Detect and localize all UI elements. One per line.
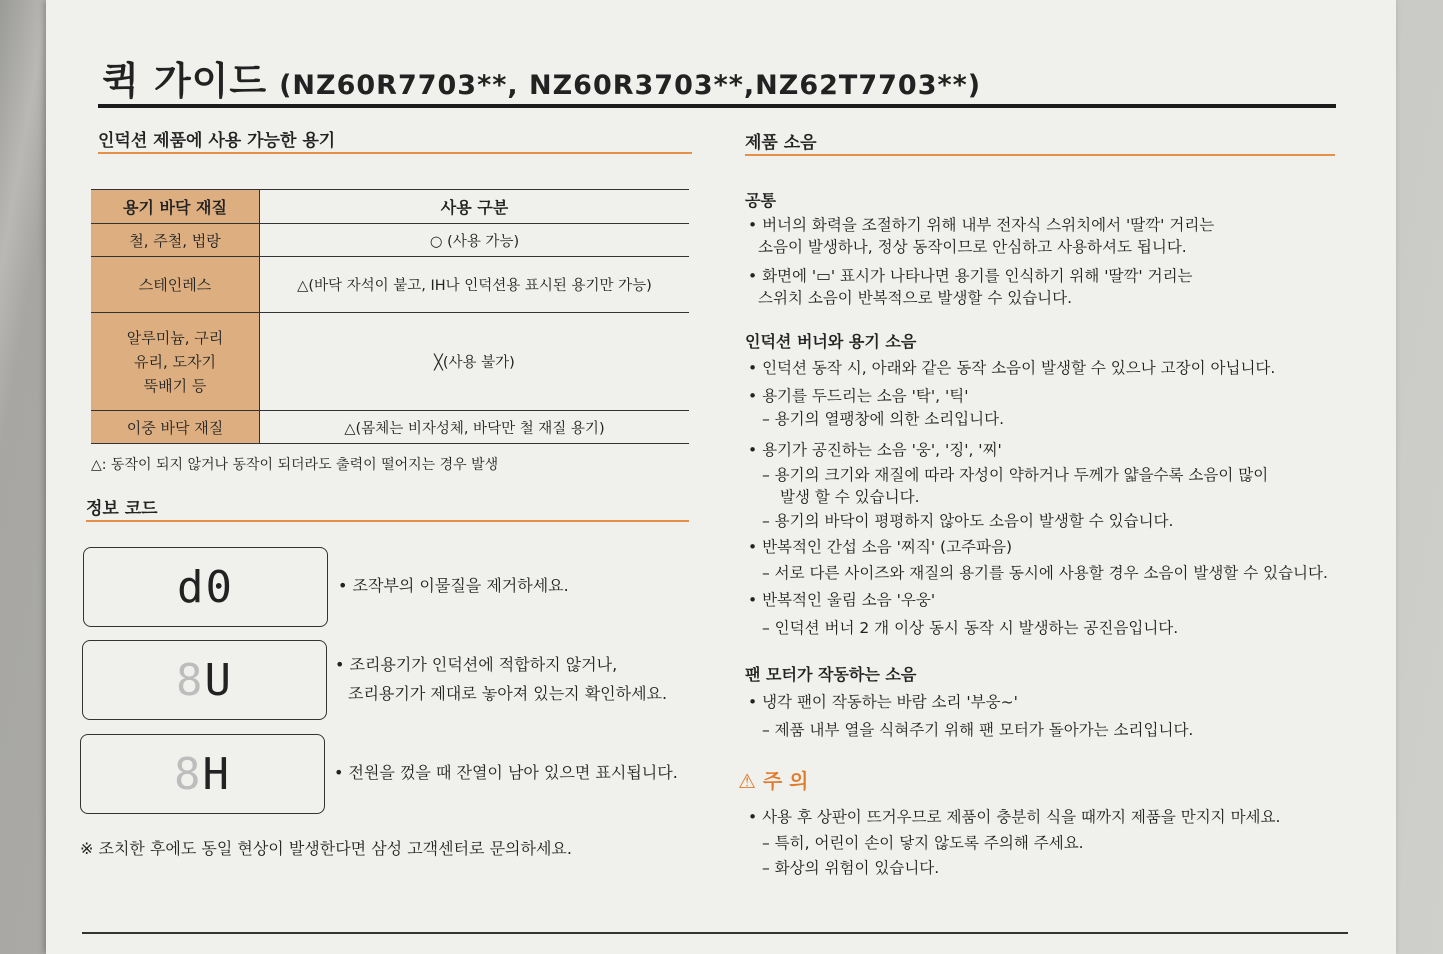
info-code-heading: 정보 코드: [86, 499, 158, 519]
bottom-divider: [82, 932, 1348, 934]
service-footnote: ※ 조치한 후에도 동일 현상이 발생한다면 삼성 고객센터로 문의하세요.: [80, 839, 572, 858]
model-list: (NZ60R7703**, NZ60R3703**,NZ62T7703**): [279, 70, 982, 101]
column-header-material: 용기 바닥 재질: [91, 190, 260, 224]
usage-cell: △(바닥 자석이 붙고, IH나 인덕션용 표시된 용기만 가능): [260, 257, 690, 313]
cookware-table: [91, 189, 689, 444]
info-code-heading-rule: [86, 520, 689, 522]
usage-cell: ╳(사용 불가): [260, 313, 690, 411]
material-cell: 철, 주철, 법랑: [91, 224, 260, 257]
material-cell: 스테인레스: [91, 257, 260, 313]
noise-burner-title: 인덕션 버너와 용기 소음: [745, 332, 917, 351]
page-title: 퀵 가이드 (NZ60R7703**, NZ60R3703**,NZ62T7703**): [102, 59, 982, 103]
noise-common-title: 공통: [745, 191, 776, 210]
segment-display: [174, 749, 231, 800]
code-description: • 전원을 껐을 때 잔열이 남아 있으면 표시됩니다.: [334, 763, 678, 782]
table-note: △: 동작이 되지 않거나 동작이 되더라도 출력이 떨어지는 경우 발생: [91, 457, 499, 473]
segment-display: [176, 655, 233, 706]
cookware-heading: 인덕션 제품에 사용 가능한 용기: [98, 131, 336, 151]
table-row: [91, 224, 689, 257]
noise-heading-rule: [745, 154, 1335, 156]
column-header-usage: 사용 구분: [260, 190, 690, 224]
lit-digit: U: [204, 654, 233, 706]
material-cell: 이중 바닥 재질: [91, 411, 260, 444]
display-code-h: [80, 734, 325, 814]
table-row: [91, 313, 689, 411]
code-description: • 조작부의 이물질을 제거하세요.: [338, 576, 569, 595]
unlit-digit: 8: [174, 748, 203, 800]
table-header-row: [91, 190, 689, 224]
noise-heading: 제품 소음: [745, 133, 817, 153]
table-row: [91, 257, 689, 313]
noise-fan-title: 팬 모터가 작동하는 소음: [745, 665, 917, 684]
table-row: [91, 411, 689, 444]
usage-cell: △(몸체는 비자성체, 바닥만 철 재질 용기): [260, 411, 690, 444]
segment-display: d0: [177, 561, 234, 613]
title-divider: [98, 104, 1336, 108]
lit-digit: H: [202, 748, 231, 800]
unlit-digit: 8: [176, 654, 205, 706]
display-code-u: [82, 640, 327, 720]
material-cell: 알루미늄, 구리 유리, 도자기 뚝배기 등: [91, 313, 260, 411]
usage-cell: ○ (사용 가능): [260, 224, 690, 257]
code-description: • 조리용기가 인덕션에 적합하지 않거나, 조리용기가 제대로 놓아져 있는지 확인하세요.: [335, 655, 668, 703]
display-code-d0: [83, 547, 328, 627]
caution-title: ⚠ 주 의: [738, 769, 809, 793]
cookware-heading-rule: [98, 152, 692, 154]
